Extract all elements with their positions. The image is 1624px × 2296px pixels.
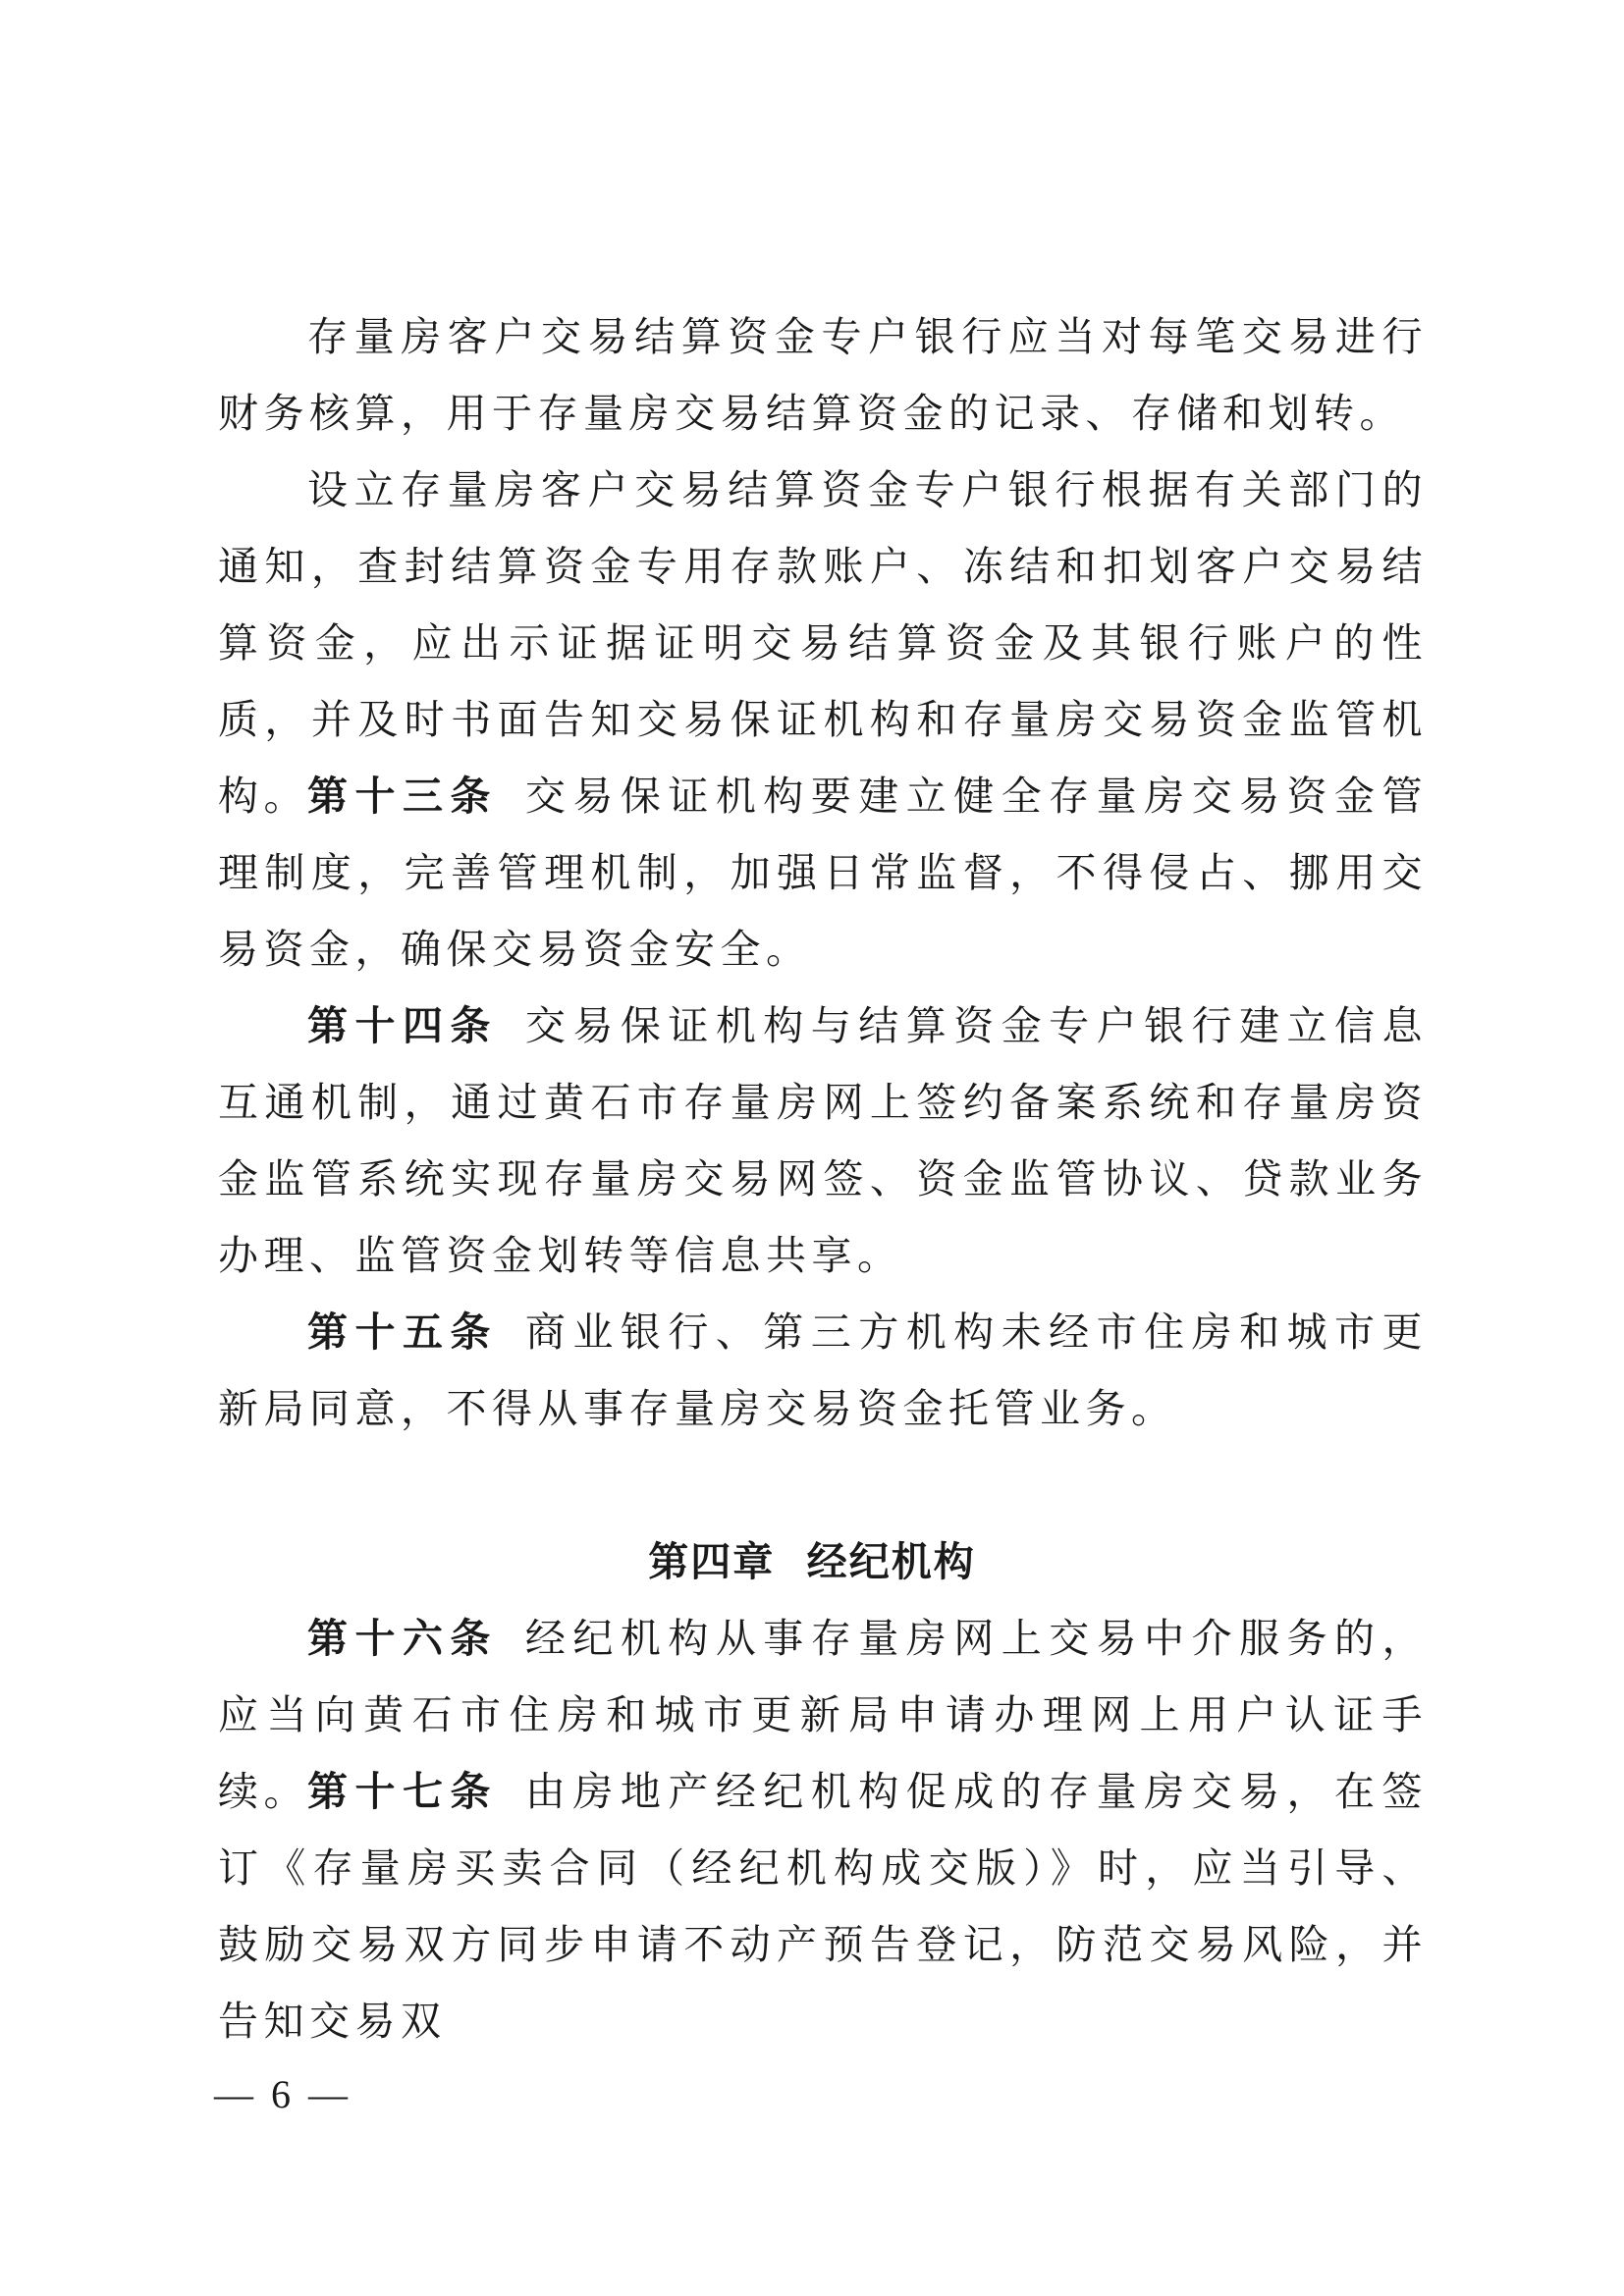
article-number: 第十五条 <box>307 1308 498 1356</box>
article-number: 第十六条 <box>307 1615 498 1662</box>
article-text: 经纪机构从事存量房网上交易中介服务的，应当向黄石市住房和城市更新局申请办理网上用户认证手续。 <box>218 1615 1429 1815</box>
paragraph-settlement-bank-accounting <box>218 298 1428 452</box>
article-number: 第十三条 <box>307 773 498 820</box>
article-14 <box>218 988 1428 1294</box>
paragraph-text: 设立存量房客户交易结算资金专户银行根据有关部门的通知，查封结算资金专用存款账户、冻结和扣划客户交易结算资金，应出示证据证明交易结算资金及其银行账户的性质，并及时书面告知交易保证机构和存量房交易资金监管机构。 <box>218 466 1428 820</box>
article-17 <box>218 1753 1428 2059</box>
page-number: — 6 — <box>214 2072 352 2116</box>
article-text: 商业银行、第三方机构未经市住房和城市更新局同意，不得从事存量房交易资金托管业务。 <box>218 1308 1429 1432</box>
article-number: 第十七条 <box>307 1768 498 1815</box>
article-13 <box>218 758 1428 988</box>
article-text: 由房地产经纪机构促成的存量房交易，在签订《存量房买卖合同（经纪机构成交版）》时，应当引导、鼓励交易双方同步申请不动产预告登记，防范交易风险，并告知交易双 <box>218 1768 1429 2045</box>
paragraph-text: 存量房客户交易结算资金专户银行应当对每笔交易进行财务核算，用于存量房交易结算资金的记录、存储和划转。 <box>218 313 1428 437</box>
article-15 <box>218 1294 1428 1447</box>
chapter-title: 第四章 经纪机构 <box>648 1538 976 1585</box>
article-text: 交易保证机构要建立健全存量房交易资金管理制度，完善管理机制，加强日常监督，不得侵占、挪用交易资金，确保交易资金安全。 <box>218 773 1429 973</box>
article-number: 第十四条 <box>307 1002 498 1049</box>
article-text: 交易保证机构与结算资金专户银行建立信息互通机制，通过黄石市存量房网上签约备案系统和存量房资金监管系统实现存量房交易网签、资金监管协议、贷款业务办理、监管资金划转等信息共享。 <box>218 1002 1429 1279</box>
